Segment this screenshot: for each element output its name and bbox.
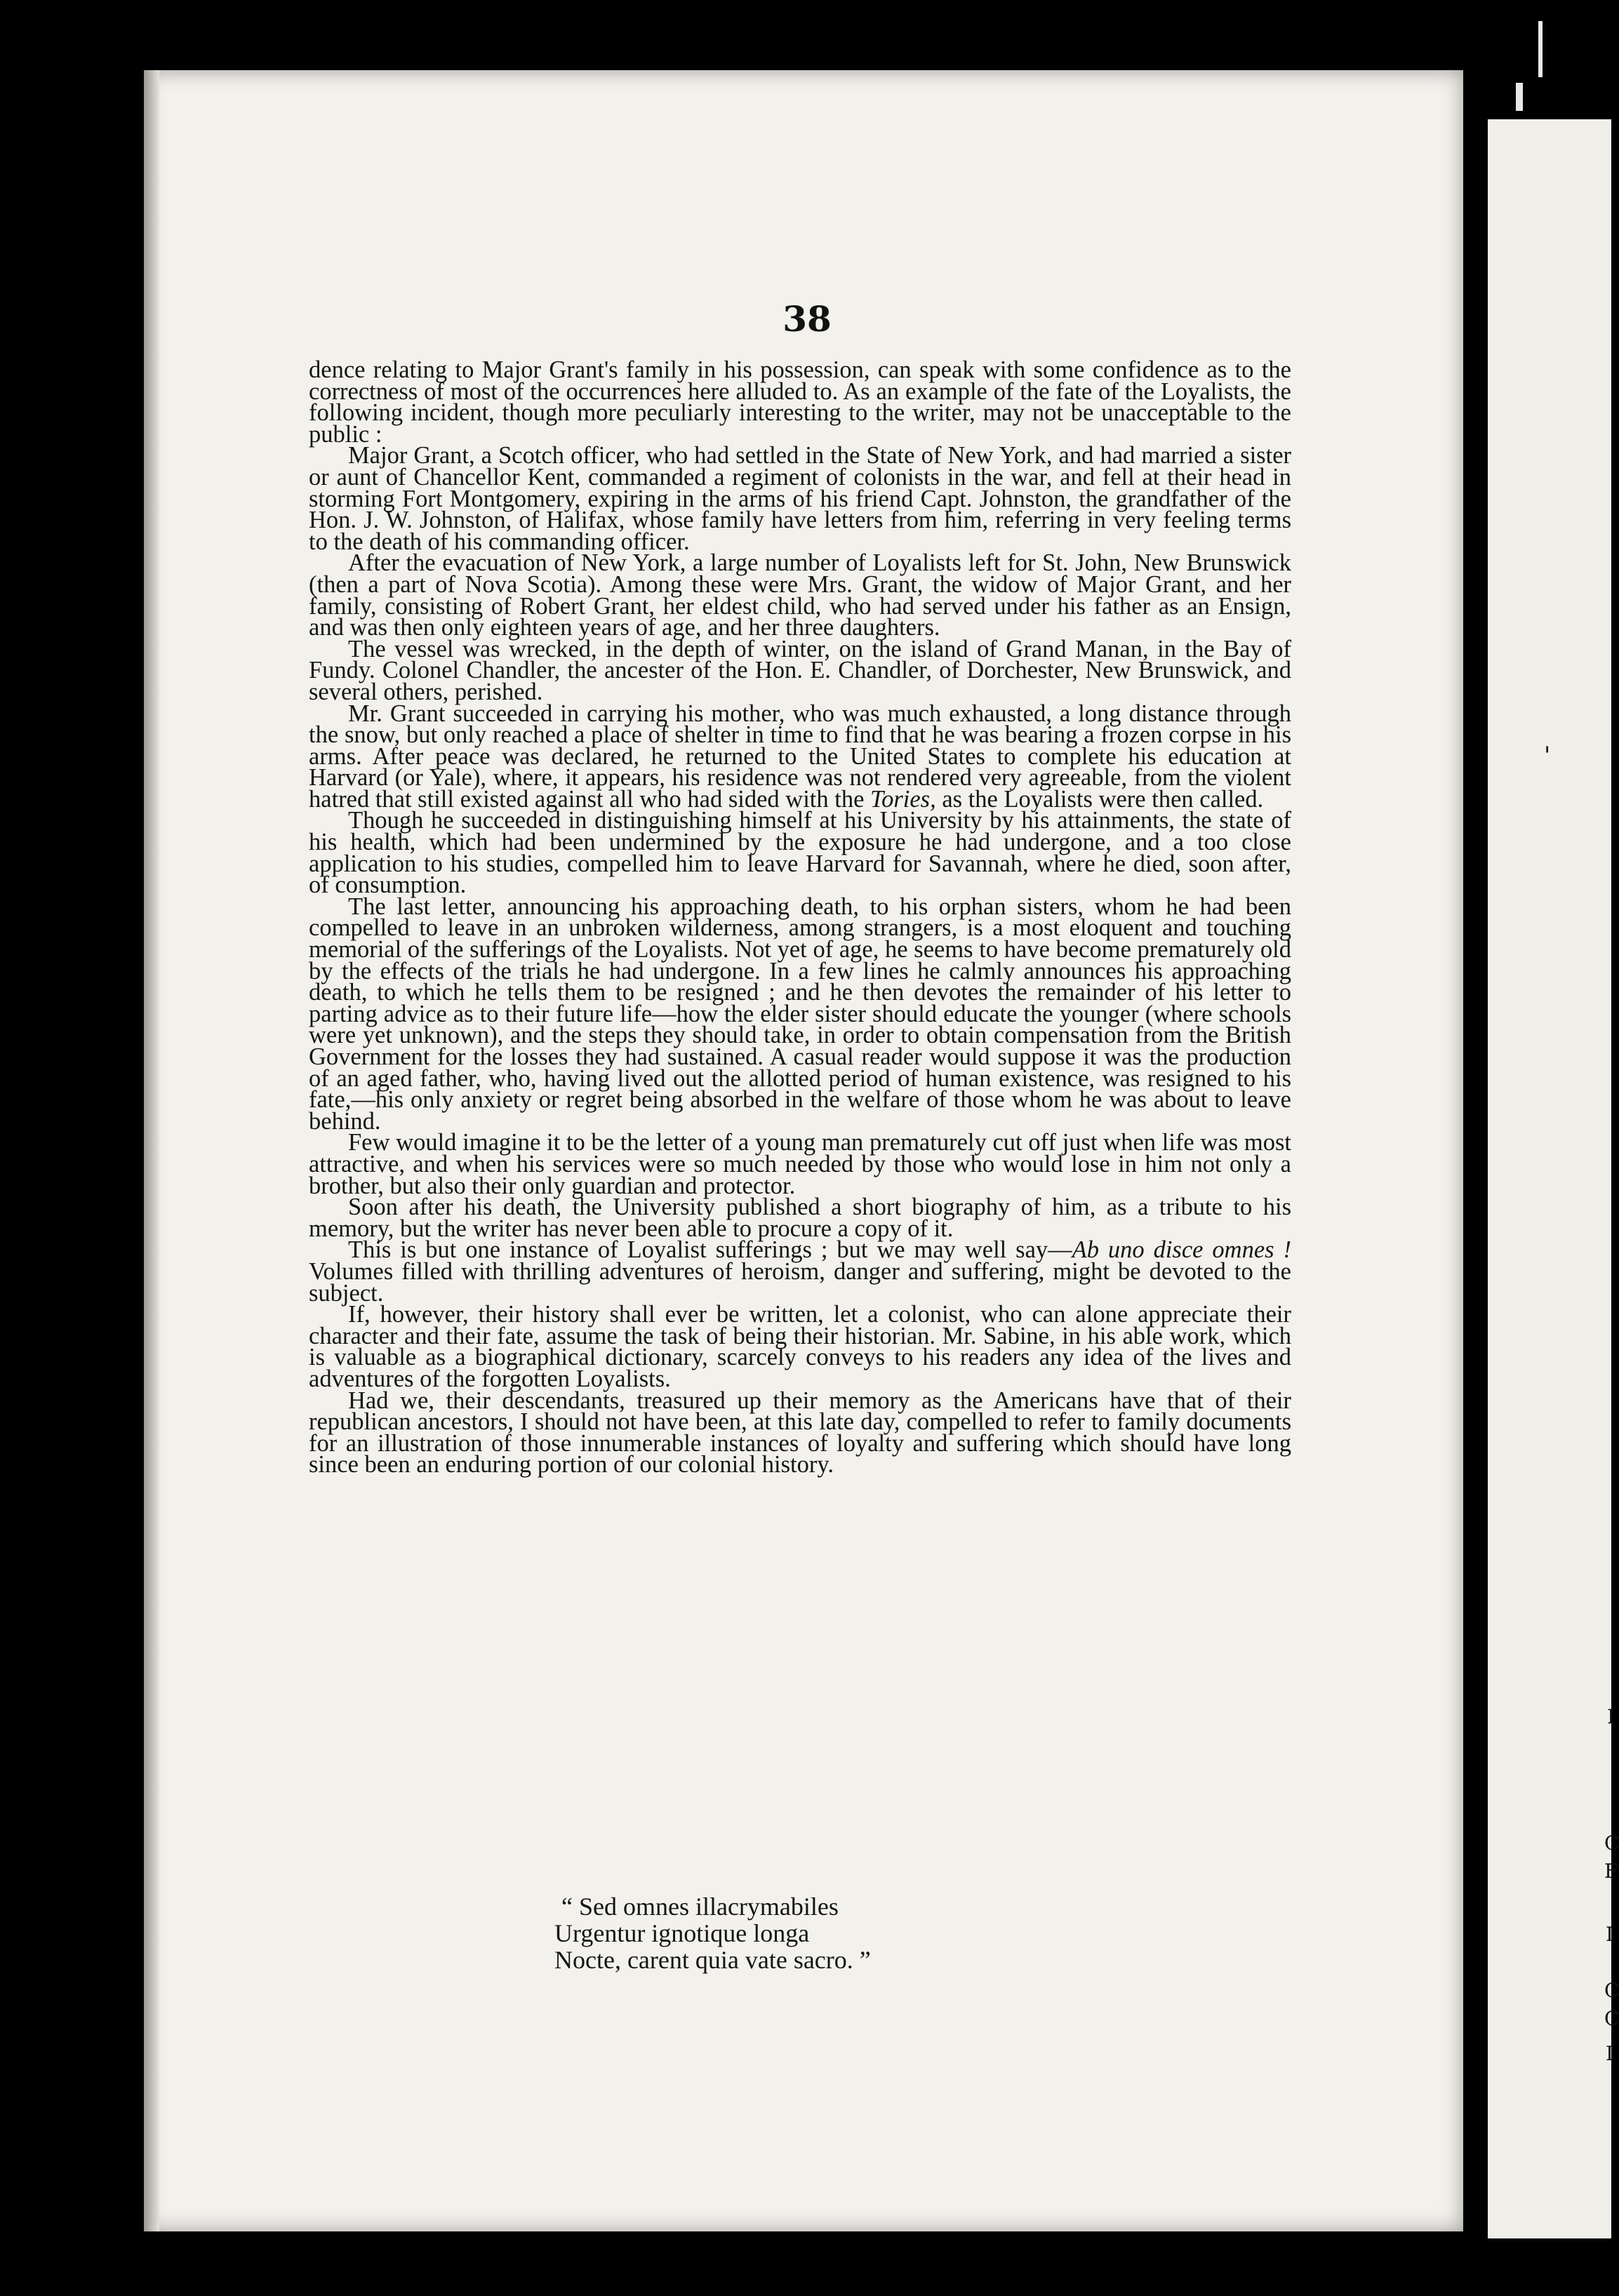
adjacent-page-mark: I [1606,1923,1614,1946]
adjacent-page-mark: ' [1544,742,1551,770]
paragraph-text: as the Loyalists were then called. [942,785,1264,813]
adjacent-page-mark: I [1606,2042,1614,2065]
adjacent-page-mark: C [1604,1831,1619,1855]
page-gutter-shadow [144,70,159,2231]
paragraph-text: This is but one instance of Loyalist sufferings ; but we may well say— [348,1236,1072,1264]
latin-quote: Ab uno disce omnes ! [1072,1236,1291,1264]
paragraph: After the evacuation of New York, a large number of Loyalists left for St. John, New Brunswick (then a part of Nova Scotia). Among these were Mrs. Grant, the widow of Major Grant, and her family, consisting of Robert Grant, her eldest child, who had served under his father as an Ensign, and was then only eighteen years of age, and her three daughters. [309,549,1291,641]
paragraph: Had we, their descendants, treasured up their memory as the Americans have that of their republican ancestors, I should not have been, at this late day, compelled to refer to family documents for an illustration of those innumerable instances of loyalty and suffering which should have long since been an enduring portion of our colonial history. [309,1387,1291,1479]
scan-corner-mark [1538,21,1543,77]
verse-line: Nocte, carent quia vate sacro. ” [554,1946,871,1974]
closing-verse [554,1893,1116,1973]
verse-line: Urgentur ignotique longa [554,1919,810,1947]
adjacent-page-mark: C [1604,1979,1619,2002]
paragraph: The last letter, announcing his approaching death, to his orphan sisters, whom he had been compelled to leave in an unbroken wilderness, among strangers, is a most eloquent and touching memorial of the sufferings of the Loyalists. Not yet of age, he seems to have become prematurely old by the effects of the trials he had undergone. In a few lines he calmly announces his approaching death, to which he tells them to be resigned ; and he then devotes the remainder of his letter to parting advice as to their future life—how the elder sister should educate the younger (where schools were yet unknown), and the steps they should take, in order to obtain compensation from the British Government for the losses they had sustained. A casual reader would suppose it was the production of an aged father, who, having lived out the allotted period of human existence, was resigned to his fate,—his only anxiety or regret being absorbed in the welfare of those whom he was about to leave behind. [309,893,1291,1135]
paragraph-text: Mr. Grant succeeded in carrying his mother, who was much exhausted, a long distance through the snow, but only reached a place of shelter in time to find that he was bearing a frozen corpse in his arms. After peace was declared, he returned to the United States to complete his education at Harvard (or Yale), where, it appears, his residence was not rendered very agreeable, from the violent hatred that still existed against all who had sided with the [309,700,1291,813]
adjacent-page [1488,119,1619,2238]
paragraph: If, however, their history shall ever be written, let a colonist, who can alone appreciate their character and their fate, assume the task of being their historian. Mr. Sabine, in his able work, which is valuable as a biographical dictionary, scarcely conveys to his readers any idea of the lives and adventures of the forgotten Loyalists. [309,1301,1291,1392]
paragraph: Few would imagine it to be the letter of a young man prematurely cut off just when life was most attractive, and when his services were so much needed by those who would lose in him not only a brother, but also their only guardian and protector. [309,1129,1291,1199]
adjacent-page-mark: C [1604,2007,1619,2030]
page-number: 38 [782,298,832,340]
adjacent-page-mark: I [1607,1705,1615,1728]
body-text [309,356,1291,1479]
italic-term: Tories, [870,785,936,813]
verse-line: “ Sed omnes illacrymabiles [561,1893,839,1921]
paragraph [309,1236,1291,1307]
paragraph: The vessel was wrecked, in the depth of winter, on the island of Grand Manan, in the Bay of Fundy. Colonel Chandler, the ancester of the Hon. E. Chandler, of Dorchester, New Brunswick, and several others, perished. [309,635,1291,705]
paragraph: Though he succeeded in distinguishing himself at his University by his attainments, the state of his health, which had been undermined by the exposure he had undergone, and a too close application to his studies, compelled him to leave Harvard for Savannah, where he died, soon after, of consumption. [309,807,1291,899]
paragraph: dence relating to Major Grant's family in his possession, can speak with some confidence as to the correctness of most of the occurrences here alluded to. As an example of the fate of the Loyalists, the following incident, though more peculiarly interesting to the writer, may not be unacceptable to the public : [309,356,1291,448]
adjacent-page-mark: F [1604,1860,1618,1883]
scan-corner-mark [1516,83,1523,111]
paragraph: Major Grant, a Scotch officer, who had settled in the State of New York, and had married a sister or aunt of Chancellor Kent, commanded a regiment of colonists in the war, and fell at their head in storming Fort Montgomery, expiring in the arms of his friend Capt. Johnston, the grandfather of the Hon. J. W. Johnston, of Halifax, whose family have letters from him, referring in very feeling terms to the death of his commanding officer. [309,442,1291,555]
paragraph-text: Volumes filled with thrilling adventures of heroism, danger and suffering, might be devoted to the subject. [309,1257,1291,1307]
paragraph: Soon after his death, the University published a short biography of him, as a tribute to his memory, but the writer has never been able to procure a copy of it. [309,1194,1291,1242]
paragraph [309,700,1291,813]
